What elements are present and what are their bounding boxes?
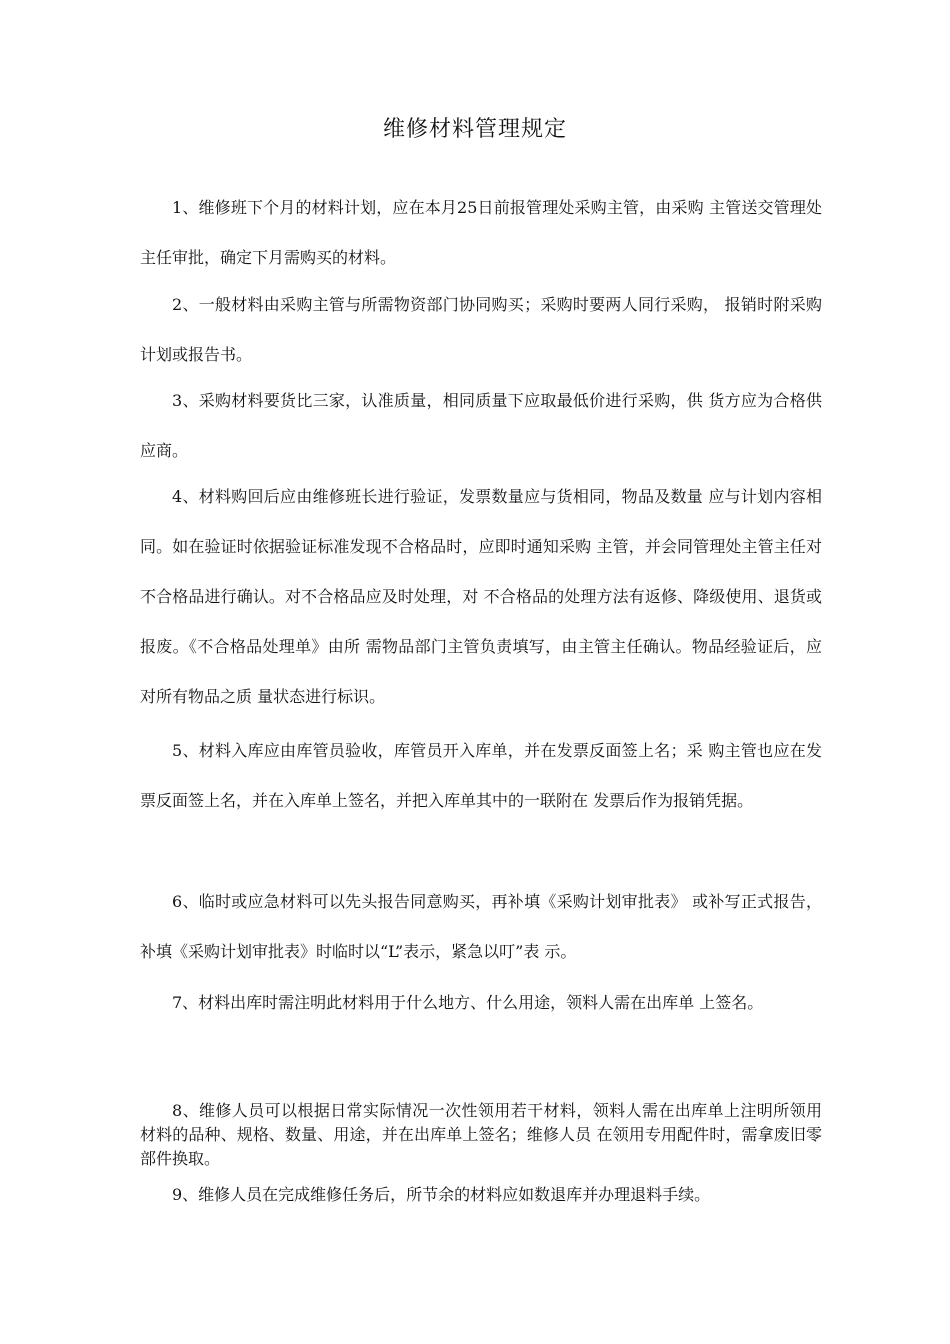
- paragraph-5: 5、材料入库应由库管员验收，库管员开入库单，并在发票反面签上名；采 购主管也应在发票反面签上名，并在入库单上签名，并把入库单其中的一联附在 发票后作为报销凭据。: [140, 741, 822, 810]
- paragraph-8: 8、维修人员可以根据日常实际情况一次性领用若干材料，领料人需在出库单上注明所领用材料的品种、规格、数量、用途，并在出库单上签名；维修人员 在领用专用配件时，需拿废旧零部件换取。: [140, 1101, 822, 1168]
- paragraph-2: 2、一般材料由采购主管与所需物资部门协同购买；采购时要两人同行采购， 报销时附采购计划或报告书。: [140, 295, 822, 364]
- paragraph-6: 6、临时或应急材料可以先头报告同意购买，再补填《采购计划审批表》 或补写正式报告，补填《采购计划审批表》时临时以“L”表示，紧急以叮”表 示。: [140, 892, 822, 961]
- paragraph-1: 1、维修班下个月的材料计划，应在本月25日前报管理处采购主管，由采购 主管送交管理处主任审批，确定下月需购买的材料。: [140, 198, 822, 267]
- paragraph-7: 7、材料出库时需注明此材料用于什么地方、什么用途，领料人需在出库单 上签名。: [172, 993, 764, 1012]
- paragraph-3: 3、采购材料要货比三家，认准质量，相同质量下应取最低价进行采购，供 货方应为合格供应商。: [140, 391, 822, 460]
- paragraph-4: 4、材料购回后应由维修班长进行验证，发票数量应与货相同，物品及数量 应与计划内容相同。如在验证时依据验证标准发现不合格品时，应即时通知采购 主管，并会同管理处主管主任对不合格品进行确认。对不合格品应及时处理，对 不合格品的处理方法有返修、降级使用、退货或报废。《不合格品处理单》由所 需物品部门主管负责填写，由主管主任确认。物品经验证后，应对所有物品之质 量状态进行标识。: [140, 487, 822, 706]
- paragraph-9: 9、维修人员在完成维修任务后，所节余的材料应如数退库并办理退料手续。: [172, 1185, 711, 1204]
- document-title: 维修材料管理规定: [382, 117, 567, 142]
